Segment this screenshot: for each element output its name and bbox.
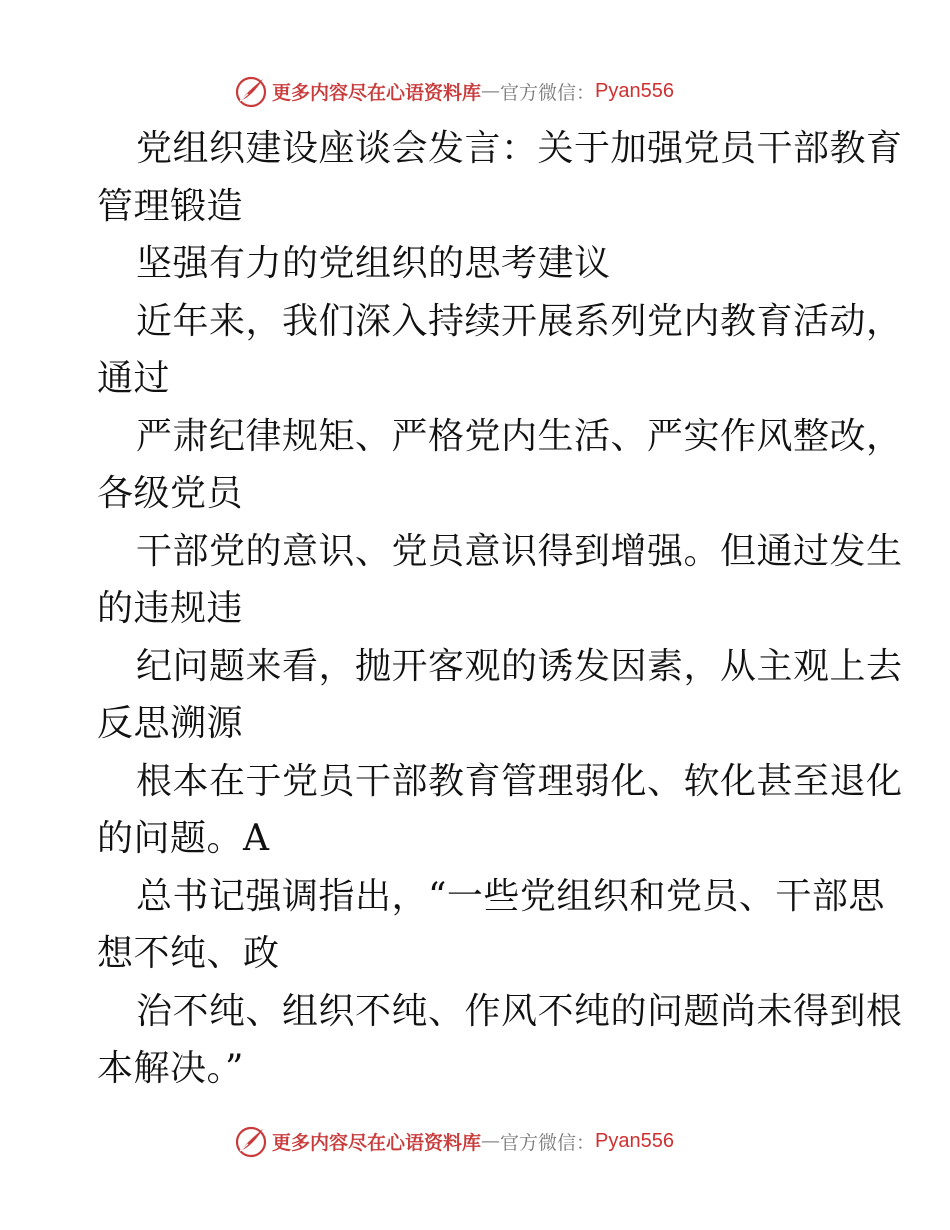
footer-watermark (234, 1121, 674, 1161)
body-line: 想不纯、政 (97, 933, 280, 974)
watermark-note: 官方微信： (500, 81, 596, 104)
title-line-1: 党组织建设座谈会发言：关于加强党员干部教育 (136, 128, 903, 169)
title-line-2: 管理锻造 (97, 185, 244, 227)
body-line: 通过 (97, 358, 171, 399)
watermark-account: Pyan556 (595, 1129, 674, 1152)
body-line: 干部党的意识、党员意识得到增强。但通过发生 (136, 530, 903, 572)
body-line: 本解决。” (97, 1048, 244, 1089)
body-line: 的违规违 (97, 588, 244, 629)
subtitle-line: 坚强有力的党组织的思考建议 (136, 243, 611, 284)
body-line: 纪问题来看，抛开客观的诱发因素，从主观上去 (136, 645, 903, 687)
document-body (97, 120, 903, 1098)
body-line: 各级党员 (97, 473, 244, 514)
feather-pen-logo-icon (234, 74, 268, 108)
header-watermark (234, 71, 674, 111)
body-line: 严肃纪律规矩、严格党内生活、严实作风整改， (136, 415, 903, 457)
body-line: 反思溯源 (97, 703, 244, 744)
body-line: 的问题。A (97, 818, 270, 859)
watermark-brand: 更多内容尽在心语资料库 (272, 81, 482, 104)
watermark-separator: — (481, 80, 501, 102)
body-line: 总书记强调指出，“一些党组织和党员、干部思 (136, 875, 885, 917)
feather-pen-logo-icon (234, 1124, 268, 1158)
watermark-account: Pyan556 (595, 79, 674, 102)
watermark-note: 官方微信： (500, 1131, 596, 1154)
body-line: 治不纯、组织不纯、作风不纯的问题尚未得到根 (136, 990, 903, 1032)
watermark-brand: 更多内容尽在心语资料库 (272, 1131, 482, 1154)
body-line: 近年来，我们深入持续开展系列党内教育活动， (136, 300, 903, 342)
body-line: 根本在于党员干部教育管理弱化、软化甚至退化 (136, 760, 903, 802)
watermark-separator: — (481, 1130, 501, 1152)
